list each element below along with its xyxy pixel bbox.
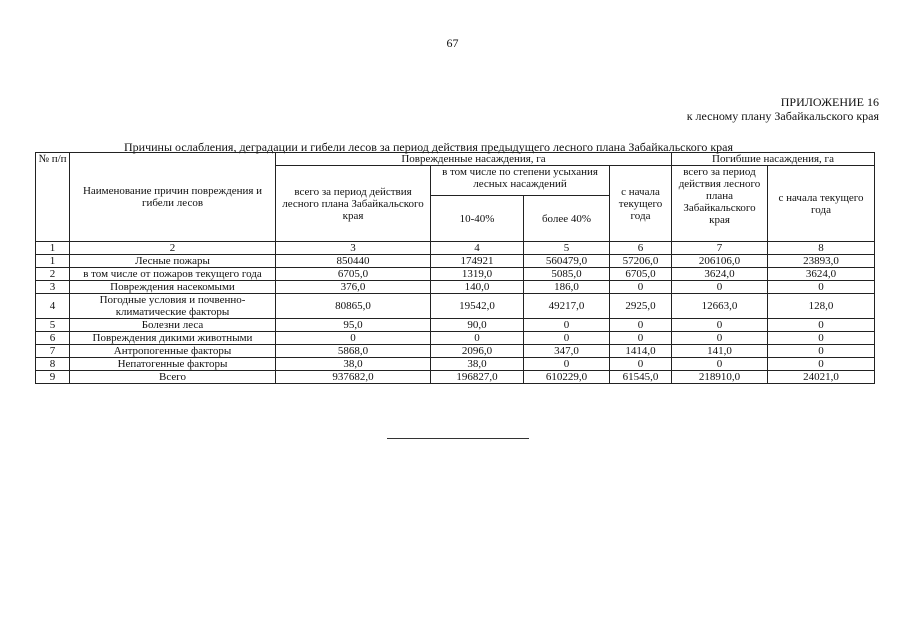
- value-cell: 6705,0: [610, 268, 672, 281]
- value-cell: 347,0: [524, 345, 610, 358]
- value-cell: 0: [610, 319, 672, 332]
- column-number-cell: 3: [276, 242, 431, 255]
- row-number-cell: 7: [36, 345, 70, 358]
- table-row: [36, 294, 875, 319]
- value-cell: 0: [524, 319, 610, 332]
- column-number-cell: 6: [610, 242, 672, 255]
- value-cell: 38,0: [431, 358, 524, 371]
- cause-name-cell: Непатогенные факторы: [70, 358, 276, 371]
- row-number-cell: 1: [36, 255, 70, 268]
- page-number: 67: [446, 36, 459, 50]
- table-row: [36, 371, 875, 384]
- table-row: [36, 332, 875, 345]
- column-number-cell: 5: [524, 242, 610, 255]
- cause-name-cell: Повреждения насекомыми: [70, 281, 276, 294]
- value-cell: 3624,0: [672, 268, 768, 281]
- value-cell: 0: [276, 332, 431, 345]
- value-cell: 0: [431, 332, 524, 345]
- column-number-cell: 4: [431, 242, 524, 255]
- cause-name-cell: Антропогенные факторы: [70, 345, 276, 358]
- end-divider: [387, 438, 529, 439]
- value-cell: 0: [672, 358, 768, 371]
- header-num: № п/п: [36, 153, 70, 242]
- value-cell: 0: [610, 281, 672, 294]
- value-cell: 850440: [276, 255, 431, 268]
- column-number-cell: 7: [672, 242, 768, 255]
- row-number-cell: 5: [36, 319, 70, 332]
- value-cell: 0: [768, 281, 875, 294]
- header-degree-10-40: 10-40%: [431, 196, 524, 242]
- table-row: [36, 281, 875, 294]
- header-degree-over-40: более 40%: [524, 196, 610, 242]
- header-dead-since-year: с начала текущего года: [768, 166, 875, 242]
- value-cell: 186,0: [524, 281, 610, 294]
- value-cell: 174921: [431, 255, 524, 268]
- value-cell: 49217,0: [524, 294, 610, 319]
- value-cell: 0: [672, 332, 768, 345]
- value-cell: 0: [610, 332, 672, 345]
- value-cell: 0: [768, 345, 875, 358]
- value-cell: 0: [672, 319, 768, 332]
- header-dead-total-period: всего за период действия лесного плана Забайкальского края: [672, 166, 768, 242]
- table-row: [36, 255, 875, 268]
- value-cell: 0: [768, 332, 875, 345]
- value-cell: 0: [768, 319, 875, 332]
- cause-name-cell: в том числе от пожаров текущего года: [70, 268, 276, 281]
- value-cell: 2096,0: [431, 345, 524, 358]
- header-total-period: всего за период действия лесного плана Забайкальского края: [276, 166, 431, 242]
- column-number-cell: 1: [36, 242, 70, 255]
- value-cell: 610229,0: [524, 371, 610, 384]
- value-cell: 196827,0: [431, 371, 524, 384]
- header-incl-degree: в том числе по степени усыхания лесных насаждений: [431, 166, 610, 196]
- row-number-cell: 8: [36, 358, 70, 371]
- table-row: [36, 358, 875, 371]
- value-cell: 1319,0: [431, 268, 524, 281]
- value-cell: 24021,0: [768, 371, 875, 384]
- cause-name-cell: Болезни леса: [70, 319, 276, 332]
- forest-damage-table: [35, 152, 875, 384]
- value-cell: 140,0: [431, 281, 524, 294]
- value-cell: 6705,0: [276, 268, 431, 281]
- value-cell: 2925,0: [610, 294, 672, 319]
- column-number-row: [36, 242, 875, 255]
- column-number-cell: 2: [70, 242, 276, 255]
- cause-name-cell: Всего: [70, 371, 276, 384]
- cause-name-cell: Погодные условия и почвенно-климатические факторы: [70, 294, 276, 319]
- value-cell: 61545,0: [610, 371, 672, 384]
- header-damaged: Поврежденные насаждения, га: [276, 153, 672, 166]
- value-cell: 376,0: [276, 281, 431, 294]
- value-cell: 560479,0: [524, 255, 610, 268]
- value-cell: 57206,0: [610, 255, 672, 268]
- value-cell: 90,0: [431, 319, 524, 332]
- header-dead: Погибшие насаждения, га: [672, 153, 875, 166]
- appendix-header: [687, 95, 879, 123]
- value-cell: 12663,0: [672, 294, 768, 319]
- value-cell: 0: [768, 358, 875, 371]
- row-number-cell: 2: [36, 268, 70, 281]
- header-name: Наименование причин повреждения и гибели лесов: [70, 153, 276, 242]
- value-cell: 5085,0: [524, 268, 610, 281]
- appendix-subtitle: к лесному плану Забайкальского края: [686, 109, 879, 123]
- value-cell: 0: [610, 358, 672, 371]
- row-number-cell: 4: [36, 294, 70, 319]
- cause-name-cell: Лесные пожары: [70, 255, 276, 268]
- value-cell: 141,0: [672, 345, 768, 358]
- value-cell: 5868,0: [276, 345, 431, 358]
- table-row: [36, 345, 875, 358]
- value-cell: 95,0: [276, 319, 431, 332]
- value-cell: 0: [672, 281, 768, 294]
- row-number-cell: 3: [36, 281, 70, 294]
- cause-name-cell: Повреждения дикими животными: [70, 332, 276, 345]
- value-cell: 38,0: [276, 358, 431, 371]
- appendix-title: ПРИЛОЖЕНИЕ 16: [780, 95, 879, 109]
- table-title: Причины ослабления, деградации и гибели лесов за период действия предыдущего лесного плана Забайкальского края: [124, 140, 734, 154]
- value-cell: 0: [524, 358, 610, 371]
- value-cell: 1414,0: [610, 345, 672, 358]
- row-number-cell: 9: [36, 371, 70, 384]
- value-cell: 128,0: [768, 294, 875, 319]
- column-number-cell: 8: [768, 242, 875, 255]
- value-cell: 80865,0: [276, 294, 431, 319]
- value-cell: 23893,0: [768, 255, 875, 268]
- table-row: [36, 268, 875, 281]
- table-row: [36, 319, 875, 332]
- value-cell: 206106,0: [672, 255, 768, 268]
- value-cell: 937682,0: [276, 371, 431, 384]
- header-since-year: с начала текущего года: [610, 166, 672, 242]
- value-cell: 3624,0: [768, 268, 875, 281]
- value-cell: 0: [524, 332, 610, 345]
- table-body: [36, 242, 875, 384]
- row-number-cell: 6: [36, 332, 70, 345]
- value-cell: 19542,0: [431, 294, 524, 319]
- value-cell: 218910,0: [672, 371, 768, 384]
